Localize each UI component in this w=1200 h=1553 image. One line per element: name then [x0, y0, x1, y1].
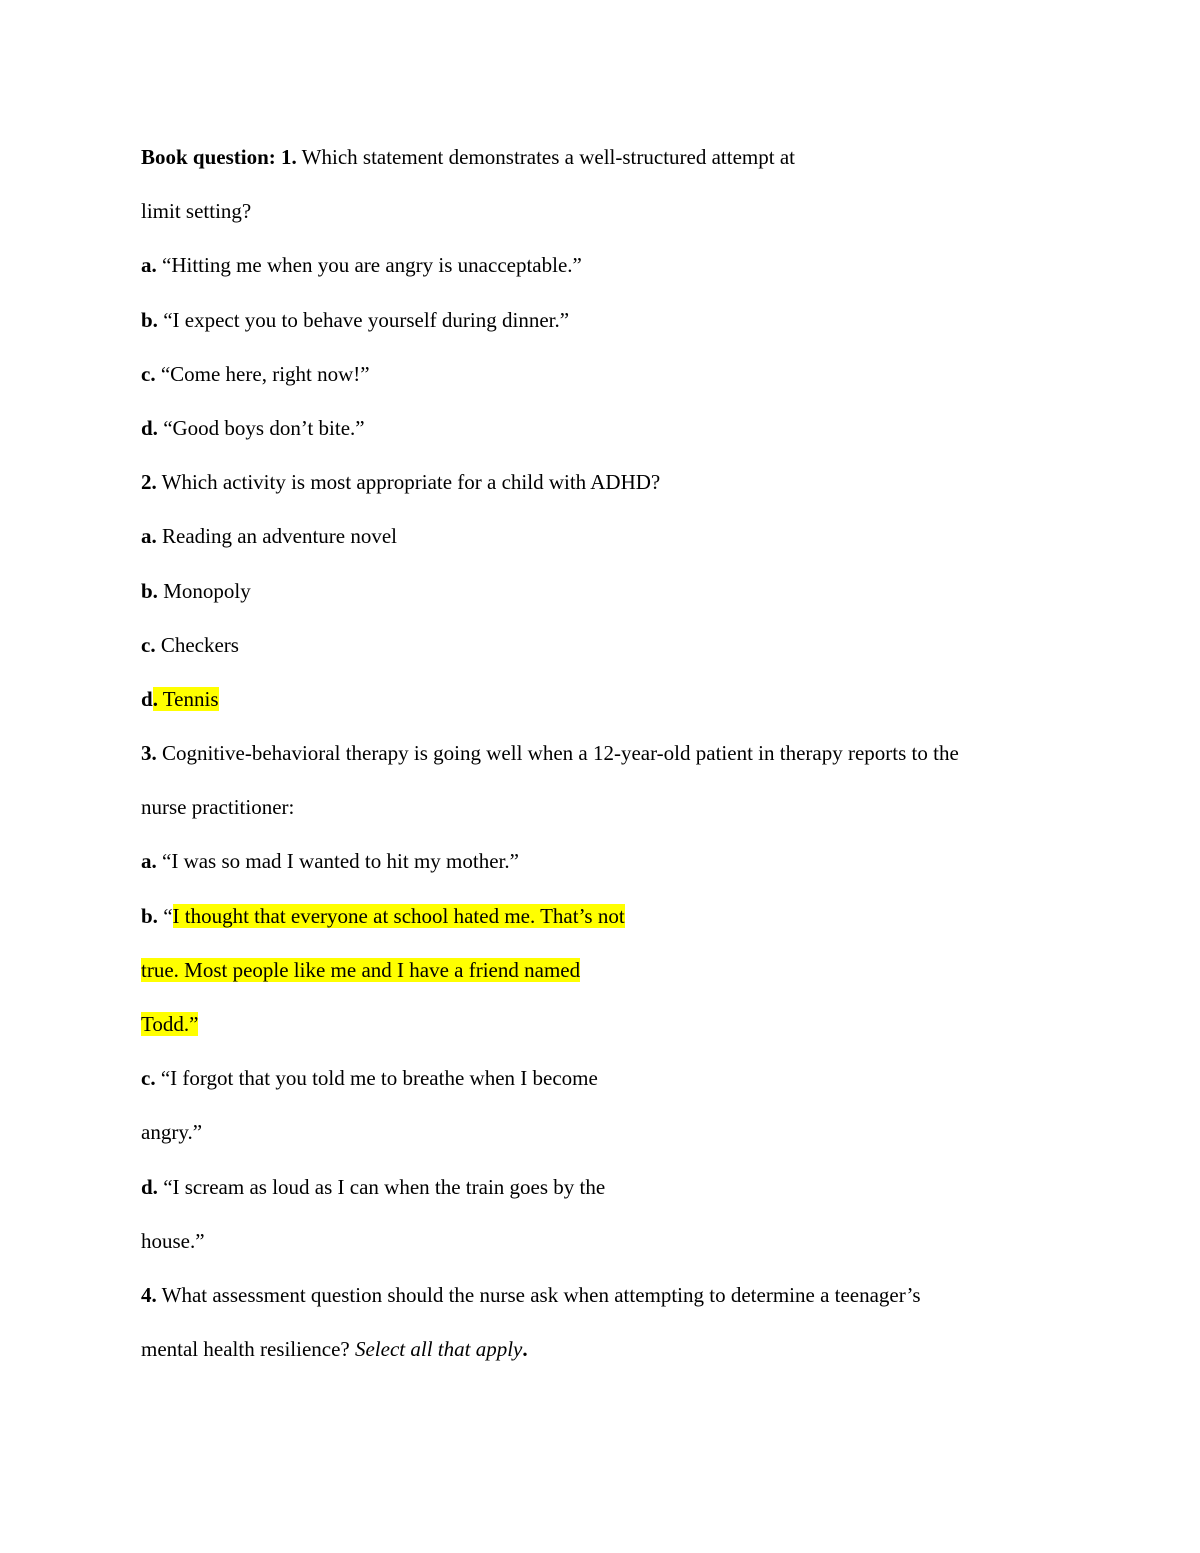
q3-option-b-text-2: true. Most people like me and I have a friend named	[141, 957, 581, 982]
q2-option-d-dot: .	[152, 686, 158, 711]
question-1-line-2: limit setting?	[141, 199, 252, 224]
q3-option-d-text-1: “I scream as loud as I can when the train goes by the	[157, 1174, 606, 1199]
question-3-line-2: nurse practitioner:	[141, 795, 295, 820]
q2-option-c-letter: c.	[141, 632, 156, 657]
q3-option-a	[141, 842, 1081, 896]
q1-option-d	[141, 409, 1081, 463]
q2-option-c-text: Checkers	[155, 632, 239, 657]
q2-option-d-text: Tennis	[157, 686, 219, 711]
q2-option-b-letter: b.	[141, 578, 158, 603]
q3-option-c-line-2: angry.”	[141, 1120, 203, 1145]
q2-option-c	[141, 626, 1081, 680]
question-3-number: 3.	[141, 741, 157, 766]
question-1-line-1	[141, 138, 1081, 192]
select-all-instruction: Select all that apply	[354, 1337, 523, 1362]
document-body	[141, 138, 1081, 1384]
q1-option-d-letter: d.	[141, 415, 158, 440]
q3-option-a-letter: a.	[141, 849, 157, 874]
q3-option-b-letter: b.	[141, 903, 158, 928]
question-4-line-2	[141, 1330, 1081, 1384]
q2-option-d-highlighted	[141, 680, 1081, 734]
question-3-text: Cognitive-behavioral therapy is going well when a 12-year-old patient in therapy reports to the	[156, 741, 959, 766]
question-3-line-1	[141, 734, 1081, 788]
q3-option-a-text: “I was so mad I wanted to hit my mother.”	[156, 849, 519, 874]
q3-option-b-line-2	[141, 951, 1081, 1005]
q1-option-a	[141, 246, 1081, 300]
q2-option-a-letter: a.	[141, 524, 157, 549]
q3-option-b-text-1: I thought that everyone at school hated me. That’s not	[172, 903, 625, 928]
q2-option-b-text: Monopoly	[157, 578, 251, 603]
q3-option-c-text-1: “I forgot that you told me to breathe when I become	[155, 1066, 598, 1091]
q2-option-d-letter: d	[141, 686, 153, 711]
q1-option-b-letter: b.	[141, 307, 158, 332]
question-2-number: 2.	[141, 470, 157, 495]
q3-option-c-line-1	[141, 1059, 1081, 1113]
question-1-text: Which statement demonstrates a well-structured attempt at	[296, 145, 795, 169]
question-4-text: What assessment question should the nurse ask when attempting to determine a teenager’s	[156, 1282, 921, 1307]
q1-option-a-letter: a.	[141, 253, 157, 278]
question-1-number: 1.	[281, 145, 297, 169]
question-4-text-2: mental health resilience?	[141, 1337, 355, 1362]
q1-option-b	[141, 301, 1081, 355]
q1-option-d-text: “Good boys don’t bite.”	[157, 415, 365, 440]
question-4-number: 4.	[141, 1282, 157, 1307]
q2-option-b	[141, 572, 1081, 626]
q1-option-c-letter: c.	[141, 361, 156, 386]
q2-option-a-text: Reading an adventure novel	[156, 524, 397, 549]
q3-option-c-letter: c.	[141, 1066, 156, 1091]
q1-option-b-text: “I expect you to behave yourself during dinner.”	[157, 307, 570, 332]
q3-option-d-line-1	[141, 1168, 1081, 1222]
q2-option-a	[141, 517, 1081, 571]
q3-option-d-letter: d.	[141, 1174, 158, 1199]
q3-option-b-line-1	[141, 897, 1081, 951]
q3-option-b-quote: “	[157, 903, 173, 928]
q1-option-a-text: “Hitting me when you are angry is unacceptable.”	[156, 253, 582, 278]
q3-option-d-line-2: house.”	[141, 1228, 205, 1253]
q1-option-c	[141, 355, 1081, 409]
book-question-label: Book question:	[141, 145, 276, 169]
question-2	[141, 463, 1081, 517]
question-4-line-1	[141, 1276, 1081, 1330]
question-4-end-period: .	[522, 1337, 528, 1362]
q1-option-c-text: “Come here, right now!”	[155, 361, 370, 386]
q3-option-b-line-3	[141, 1005, 1081, 1059]
q3-option-b-text-3: Todd.”	[141, 1012, 199, 1036]
question-2-text: Which activity is most appropriate for a child with ADHD?	[156, 470, 661, 495]
